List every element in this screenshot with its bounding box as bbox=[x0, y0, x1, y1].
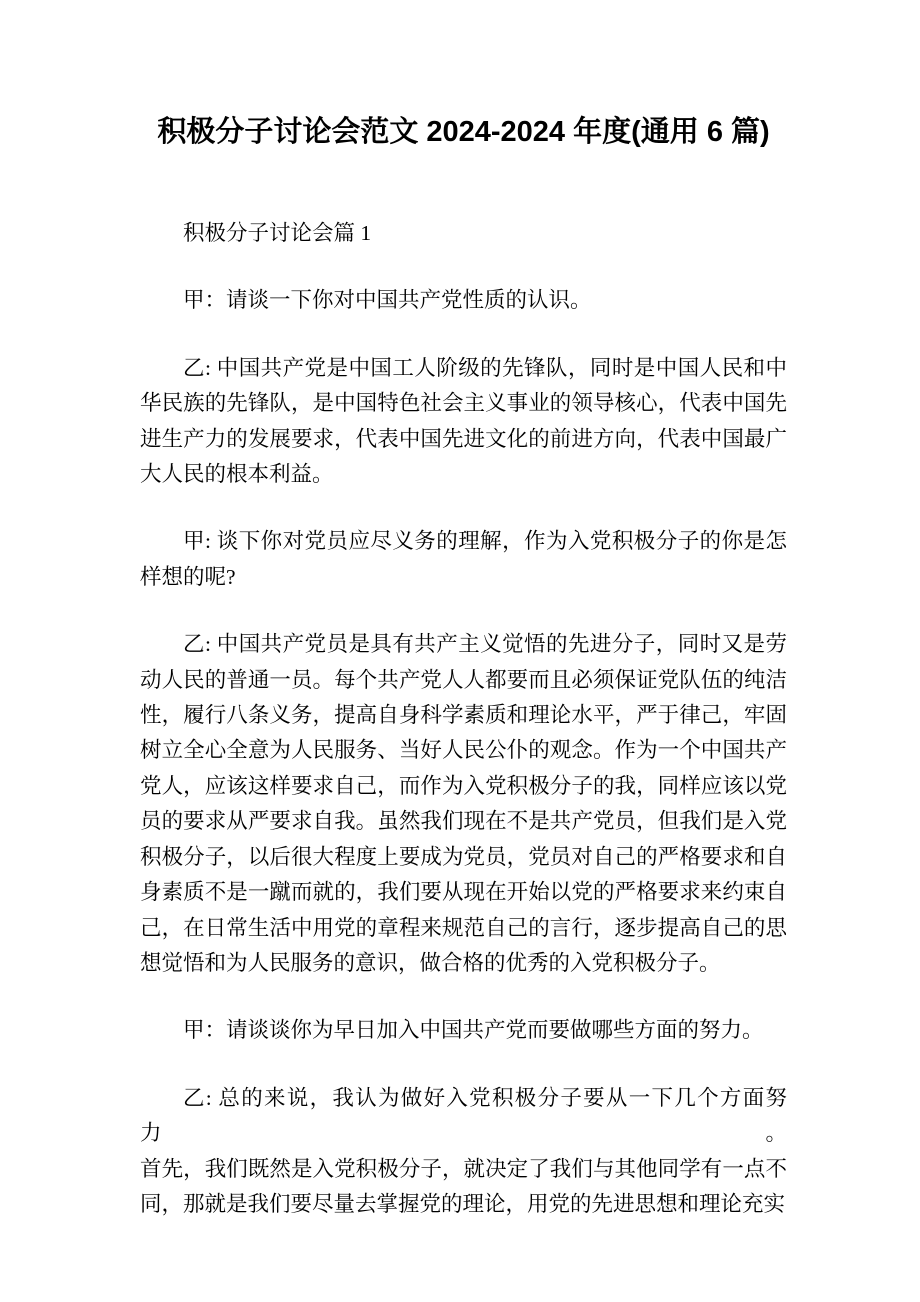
document-body bbox=[140, 216, 787, 1222]
paragraph-dialog-answer bbox=[140, 351, 787, 493]
document-title: 积极分子讨论会范文 2024-2024 年度(通用 6 篇) bbox=[157, 116, 770, 148]
text-line: 样想的呢? bbox=[140, 564, 236, 589]
text-line: 想觉悟和为人民服务的意识，做合格的优秀的入党积极分子。 bbox=[140, 950, 721, 975]
paragraph-dialog-question bbox=[140, 524, 787, 595]
text-line: 甲：请谈一下你对中国共产党性质的认识。 bbox=[183, 288, 592, 313]
text-line: 员的要求从严要求自我。虽然我们现在不是共产党员，但我们是入党 bbox=[140, 809, 787, 834]
text-line: 乙: 中国共产党员是具有共产主义觉悟的先进分子，同时又是劳 bbox=[183, 632, 787, 657]
text-line: 首先，我们既然是入党积极分子，就决定了我们与其他同学有一点不 bbox=[140, 1156, 787, 1181]
paragraph-section-heading bbox=[140, 216, 787, 251]
text-line: 乙: 总的来说，我认为做好入党积极分子要从一下几个方面努力。 bbox=[140, 1085, 787, 1146]
paragraph-dialog-question bbox=[140, 283, 787, 318]
text-line: 己，在日常生活中用党的章程来规范自己的言行，逐步提高自己的思 bbox=[140, 915, 787, 940]
text-line: 乙: 中国共产党是中国工人阶级的先锋队，同时是中国人民和中 bbox=[183, 355, 787, 380]
text-line: 进生产力的发展要求，代表中国先进文化的前进方向，代表中国最广 bbox=[140, 426, 787, 451]
text-line: 甲: 谈下你对党员应尽义务的理解，作为入党积极分子的你是怎 bbox=[183, 529, 787, 554]
paragraph-dialog-answer bbox=[140, 1081, 787, 1223]
text-line: 党人，应该这样要求自己，而作为入党积极分子的我，同样应该以党 bbox=[140, 773, 787, 798]
text-line: 大人民的根本利益。 bbox=[140, 462, 334, 487]
text-line: 树立全心全意为人民服务、当好人民公仆的观念。作为一个中国共产 bbox=[140, 738, 787, 763]
text-line: 身素质不是一蹴而就的，我们要从现在开始以党的严格要求来约束自 bbox=[140, 880, 787, 905]
text-line: 动人民的普通一员。每个共产党人人都要而且必须保证党队伍的纯洁 bbox=[140, 667, 787, 692]
paragraph-dialog-answer bbox=[140, 627, 787, 981]
paragraph-dialog-question bbox=[140, 1013, 787, 1048]
text-line: 积极分子讨论会篇 1 bbox=[183, 221, 372, 245]
text-line: 同，那就是我们要尽量去掌握党的理论，用党的先进思想和理论充实 bbox=[140, 1191, 786, 1216]
text-line: 积极分子，以后很大程度上要成为党员，党员对自己的严格要求和自 bbox=[140, 844, 787, 869]
text-line: 甲：请谈谈你为早日加入中国共产党而要做哪些方面的努力。 bbox=[183, 1018, 764, 1043]
text-line: 性，履行八条义务，提高自身科学素质和理论水平，严于律己，牢固 bbox=[140, 703, 787, 728]
text-line: 华民族的先锋队，是中国特色社会主义事业的领导核心，代表中国先 bbox=[140, 391, 787, 416]
